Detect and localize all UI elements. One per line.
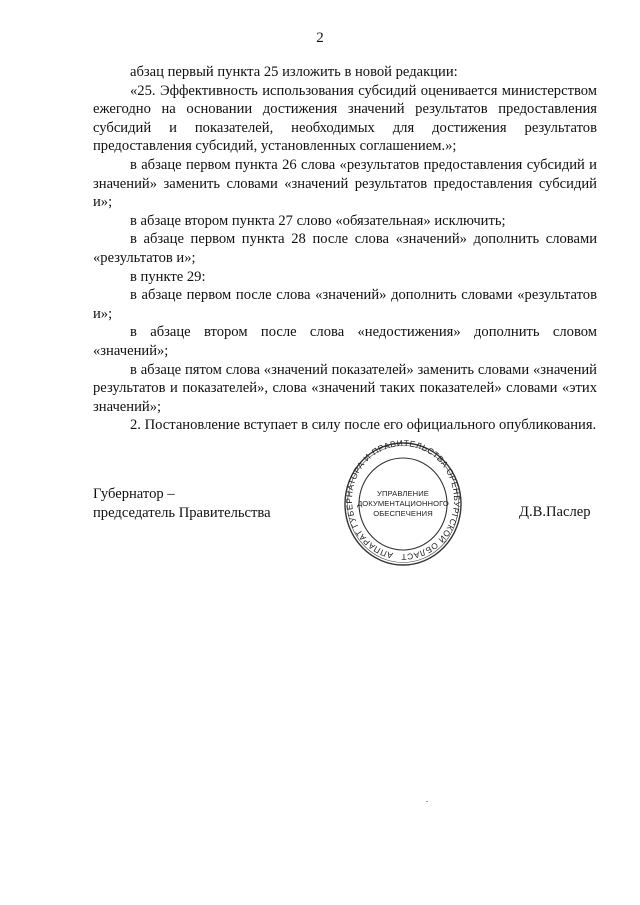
signatory-title	[93, 485, 271, 523]
paragraph-9: в абзаце пятом слова «значений показателей» заменить словами «значений результатов и показателей», слова «значений таких показателей» словами «этих значений»;	[93, 361, 597, 415]
paragraph-10: 2. Постановление вступает в силу после его официального опубликования.	[130, 417, 597, 434]
stamp-ring-text: АППАРАТ ГУБЕРНАТОРА И ПРАВИТЕЛЬСТВА ОРЕНБУРГСКОЙ ОБЛАСТ	[343, 440, 463, 563]
paragraph-1: абзац первый пункта 25 изложить в новой редакции:	[130, 64, 458, 80]
signatory-title-line-2: председатель Правительства	[93, 505, 271, 521]
page-number: 2	[316, 30, 324, 46]
paragraph-2: «25. Эффективность использования субсидий оценивается министерством ежегодно на основании достижения значений результатов предоставления субсидий и показателей, необходимых для достижения результатов предоставления субсидий, установленных соглашением.»;	[93, 82, 597, 155]
stamp-line-3: ОБЕСПЕЧЕНИЯ	[373, 509, 433, 518]
paragraph-5: в абзаце первом пункта 28 после слова «значений» дополнить словами «результатов и»;	[93, 231, 597, 266]
scan-speck	[426, 801, 428, 802]
paragraph-4: в абзаце втором пункта 27 слово «обязательная» исключить;	[130, 212, 506, 229]
signatory-name: Д.В.Паслер	[519, 504, 591, 520]
stamp-line-1: УПРАВЛЕНИЕ	[377, 489, 429, 498]
paragraph-6: в пункте 29:	[130, 268, 206, 285]
official-stamp	[342, 440, 464, 568]
signatory-title-line-1: Губернатор –	[93, 486, 175, 502]
paragraph-3: в абзаце первом пункта 26 слова «результатов предоставления субсидий и значений» заменить словами «значений результатов предоставления субсидий и»;	[93, 156, 597, 211]
document-body	[93, 63, 597, 435]
paragraph-8: в абзаце втором после слова «недостижения» дополнить словом «значений»;	[93, 324, 597, 359]
paragraph-7: в абзаце первом после слова «значений» дополнить словами «результатов и»;	[93, 287, 597, 322]
stamp-center	[342, 440, 464, 568]
stamp-line-2: ДОКУМЕНТАЦИОННОГО	[357, 499, 449, 508]
